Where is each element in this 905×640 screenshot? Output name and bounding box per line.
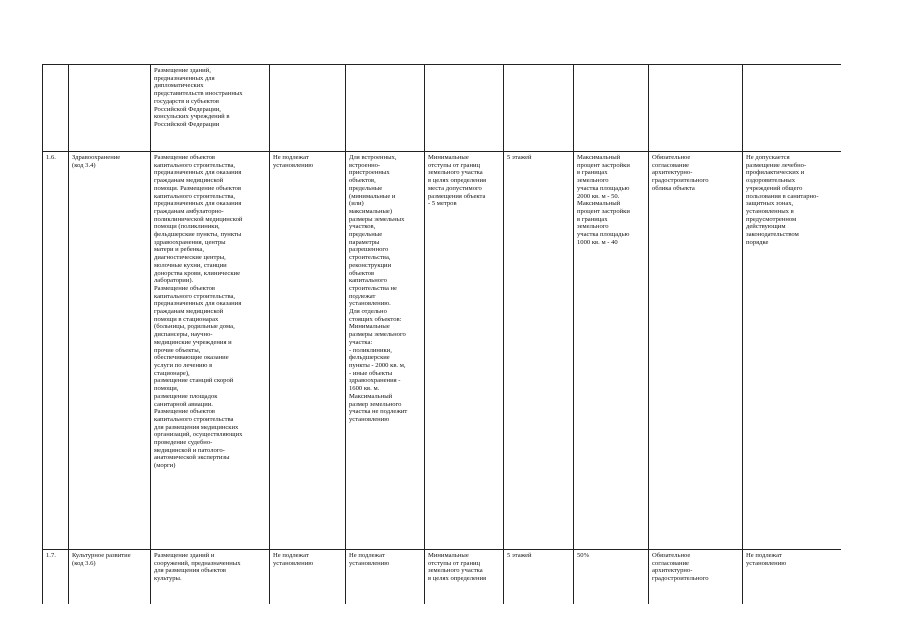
parameter-cell: Не подлежат установлению <box>270 152 346 550</box>
restrictions-cell <box>743 65 842 152</box>
floors-cell: 5 этажей <box>504 550 574 605</box>
parameter-cell <box>270 65 346 152</box>
land-use-type-cell: Здравоохранение (код 3.4) <box>69 152 151 550</box>
row-number-cell <box>43 65 69 152</box>
document-page <box>42 64 841 604</box>
approval-cell: Обязательное согласование архитектурно- градостроительного <box>649 550 743 605</box>
table-row <box>43 152 842 550</box>
parameter-cell: Не подлежат установлению <box>270 550 346 605</box>
setback-cell: Минимальные отступы от границ земельного участка в целях определения места допустимого размещения объекта - 5 метров <box>425 152 504 550</box>
restrictions-cell: Не допускается размещение лечебно- профилактических и оздоровительных учреждений общего пользования в санитарно- защитных зонах, установленных в предусмотренном действующим законодательством порядке <box>743 152 842 550</box>
table-row <box>43 550 842 605</box>
approval-cell <box>649 65 743 152</box>
coverage-cell <box>574 65 649 152</box>
approval-cell: Обязательное согласование архитектурно- градостроительного облика объекта <box>649 152 743 550</box>
land-use-type-cell: Культурное развитие (код 3.6) <box>69 550 151 605</box>
floors-cell <box>504 65 574 152</box>
plot-size-cell: Не подлежат установлению <box>346 550 425 605</box>
setback-cell: Минимальные отступы от границ земельного участка в целях определения <box>425 550 504 605</box>
restrictions-cell: Не подлежат установлению <box>743 550 842 605</box>
coverage-cell: Максимальный процент застройки в границах земельного участка площадью 2000 кв. м - 50. Максимальный процент застройки в границах земельного участка площадью 1000 кв. м - 40 <box>574 152 649 550</box>
land-use-description-cell: Размещение зданий, предназначенных для дипломатических представительств иностранных государств и субъектов Российской Федерации, консульских учреждений в Российской Федерации <box>151 65 270 152</box>
land-use-description-cell: Размещение объектов капитального строительства, предназначенных для оказания гражданам медицинской помощи. Размещение объектов капитального строительства, предназначенных для оказания гражданам амбулаторно- поликлинической медицинской помощи (поликлиники, фельдшерские пункты, пункты здравоохранения, центры матери и ребенка, диагностические центры, молочные кухни, станции донорства крови, клинические лаборатории). Размещение объектов капитального строительства, предназначенных для оказания гражданам медицинской помощи в стационарах (больницы, родильные дома, диспансеры, научно- медицинские учреждения и прочие объекты, обеспечивающие оказание услуги по лечению в стационаре), размещение станций скорой помощи, размещение площадок санитарной авиации. Размещение объектов капитального строительства для размещения медицинских организаций, осуществляющих проведение судебно- медицинской и патолого- анатомической экспертизы (морги) <box>151 152 270 550</box>
row-number-cell: 1.7. <box>43 550 69 605</box>
land-use-description-cell: Размещение зданий и сооружений, предназначенных для размещения объектов культуры. <box>151 550 270 605</box>
row-number-cell: 1.6. <box>43 152 69 550</box>
table-row <box>43 65 842 152</box>
land-use-regulations-table <box>42 64 841 604</box>
setback-cell <box>425 65 504 152</box>
plot-size-cell <box>346 65 425 152</box>
coverage-cell: 50% <box>574 550 649 605</box>
land-use-type-cell <box>69 65 151 152</box>
plot-size-cell: Для встроенных, встроенно- пристроенных объектов, предельные (минимальные и (или) максимальные) размеры земельных участков, предельные параметры разрешенного строительства, реконструкции объектов капитального строительства не подлежат установлению. Для отдельно стоящих объектов: Минимальные размеры земельного участка: - поликлиники, фельдшерские пункты - 2000 кв. м, - иные объекты здравоохранения - 1600 кв. м. Максимальный размер земельного участка не подлежит установлению <box>346 152 425 550</box>
floors-cell: 5 этажей <box>504 152 574 550</box>
